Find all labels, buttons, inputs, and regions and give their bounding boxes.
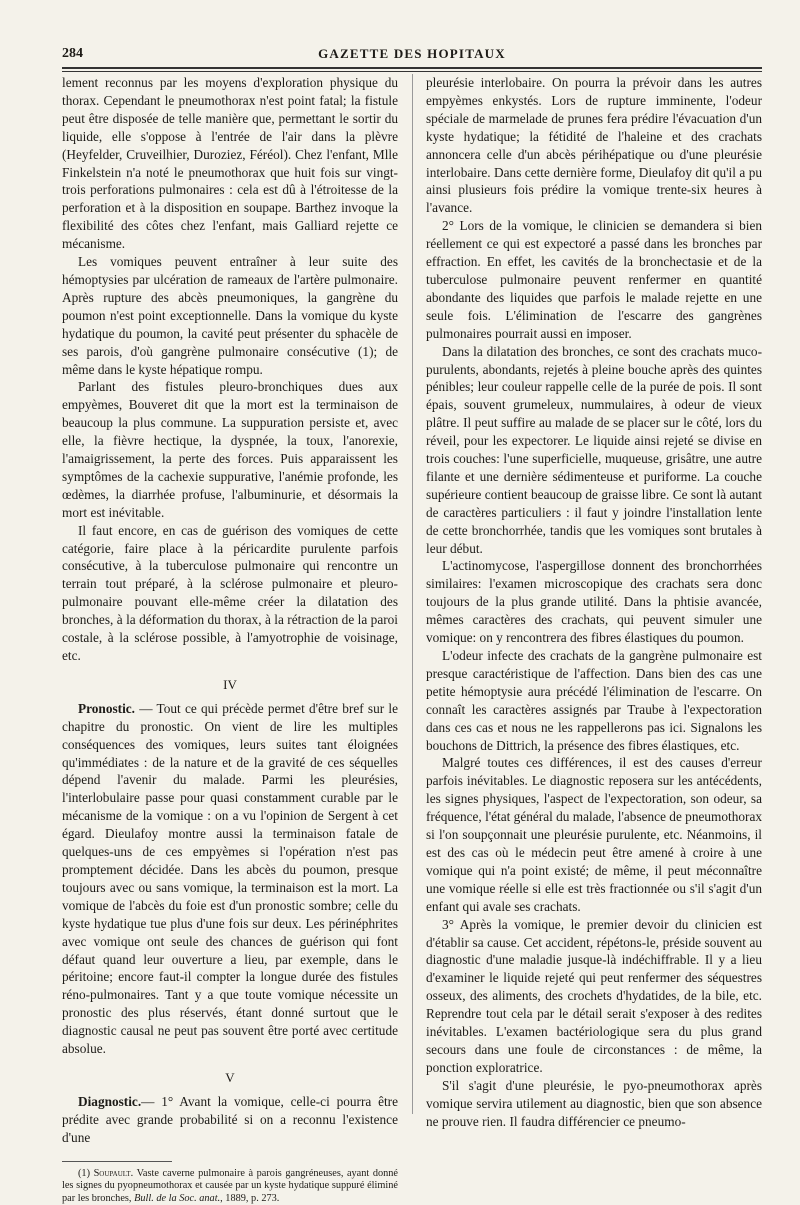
section-number-iv: IV	[223, 676, 237, 692]
footnote-text: Vaste caverne pulmonaire à parois gangréneuses, ayant donné les signes du pyopneumothorax et causée par un kyste hydatique suppuré éliminé par les bronches,	[62, 1167, 398, 1204]
prognostic-paragraph	[62, 700, 398, 1058]
right-column	[426, 74, 762, 1130]
paragraph: Dans la dilatation des bronches, ce sont des crachats muco-purulents, abondants, rejetés à pleine bouche après des quintes pénibles; leur couleur rappelle celle de la purée de pois. Il sont épais, souvent grumeleux, nummulaires, à odeur de vieux plâtre. Il peut suffire au malade de se placer sur le côté, lors du réveil, pour les expectorer. Le liquide ainsi rejeté se divise en trois couches: l'une superficielle, muqueuse, grisâtre, une autre filante et une dernière sédimenteuse et puriforme. La couche supérieure contient beaucoup de graisse libre. Ce sont là autant de caractères particuliers : il faut y joindre l'installation lente de cette bronchorrhée, tandis que les vomiques sont brutales à leur début.	[426, 343, 762, 556]
paragraph: pleurésie interlobaire. On pourra la prévoir dans les autres empyèmes enkystés. Lors de rupture imminente, l'odeur spéciale de marmelade de prunes fera prédire l'évacuation d'un kyste hydatique; la fétidité de l'haleine et des crachats annoncera celle d'un abcès périhépatique ou d'une pleurésie interlobaire. Dans cette dernière forme, Dieulafoy dit qu'il a pu ainsi plusieurs fois prédire la vomique trente-six heures à l'avance.	[426, 75, 762, 216]
footnote-end: , 1889, p. 273.	[220, 1192, 280, 1204]
paragraph: S'il s'agit d'une pleurésie, le pyo-pneumothorax après vomique servira utilement au diagnostic, bien que son absence ne prouve rien. Il faudra différencier ce pneumo-	[426, 1077, 762, 1129]
prognostic-heading: Pronostic.	[78, 700, 135, 716]
footnote-marker: (1)	[78, 1167, 91, 1179]
paragraph: Les vomiques peuvent entraîner à leur suite des hémoptysies par ulcération de rameaux de l'artère pulmonaire. Après rupture des abcès pneumoniques, la gangrène du poumon n'est point exceptionnelle. Dans la vomique du kyste hydatique du poumon, la cavité peut présenter du sphacèle de ses parois, d'où gangrène pulmonaire consécutive (1); de même dans le kyste hépatique rompu.	[62, 254, 398, 377]
footnote	[62, 1168, 398, 1205]
page-header	[62, 44, 762, 66]
paragraph: L'odeur infecte des crachats de la gangrène pulmonaire est presque caractéristique de l'affection. Dans bien des cas une petite hémoptysie aura précédé l'élimination de l'escarre. On connaît les caractères assignés par Traube à l'expectoration dans ces cas et nous ne les rappellerons pas ici. Signalons les bouchons de Dittrich, la présence des fibres élastiques, etc.	[426, 648, 762, 753]
header-rule-top	[62, 67, 762, 69]
left-column	[62, 74, 398, 1205]
diagnostic-heading: Diagnostic.	[78, 1093, 142, 1109]
paragraph: Malgré toutes ces différences, il est des causes d'erreur parfois inévitables. Le diagnostic reposera sur les antécédents, les signes physiques, l'aspect de l'expectoration, son odeur, sa fréquence, l'état général du malade, l'absence de pneumothorax si l'on soupçonnait une pleurésie purulente, etc. Néanmoins, il est des cas où le médecin peut être amené à croire à une vomique qui n'a point existé; de même, il peut méconnaître une vomique réelle si elle est très fractionnée ou s'il s'agit d'un enfant qui avale ses crachats.	[426, 755, 762, 914]
section-number-v: V	[225, 1069, 235, 1085]
paragraph: lement reconnus par les moyens d'exploration physique du thorax. Cependant le pneumothorax n'est point fatal; la fistule peut être disposée de telle manière que, permettant le sortir du liquide, elle s'oppose à l'entrée de l'air dans la plèvre (Heyfelder, Cruveilhier, Duroziez, Féréol). Chez l'enfant, Mlle Finkelstein n'a noté le pneumothorax que huit fois sur vingt-trois perforations pulmonaires : cela est dû à l'étroitesse de la perforation et à la disposition en soupape. Barthez invoque la flexibilité des côtes chez l'enfant, mais Galliard rejette ce mécanisme.	[62, 75, 398, 252]
footnote-source: Bull. de la Soc. anat.	[134, 1192, 221, 1204]
prognostic-text: — Tout ce qui précède permet d'être bref sur le chapitre du pronostic. On vient de lire les multiples conséquences des vomiques, leurs suites tant éloignées qu'immédiates : de la nature et de la gravité de ces séquelles dépend l'avenir du malade. Parmi les pleurésies, l'interlobulaire passe pour quasi constamment curable par le mécanisme de la vomique : on a vu l'opinion de Sergent à cet égard. Dieulafoy montre aussi la terminaison fatale de quelques-uns de ces empyèmes si l'opération n'est pas promptement décidée. Dans les abcès du poumon, presque toujours avec ou sans vomique, la terminaison est la mort. La vomique de l'abcès du foie est d'un pronostic sombre; celle du kyste hydatique tue plus d'une fois sur deux. Les périnéphrites avec vomique ont seule des chances de guérison qui font défaut quand leur ouverture a lieu, par exemple, dans le péritoine; encore faut-il compter la longue durée des fistules réno-pulmonaires. Tant y a que toute vomique nécessite un pronostic des plus réservés, étant donné surtout que le diagnostic causal ne peut pas souvent être porté avec certitude absolue.	[62, 700, 398, 1057]
paragraph: 3° Après la vomique, le premier devoir du clinicien est d'établir sa cause. Cet accident, répétons-le, préside souvent au diagnostic d'une maladie jusque-là indéchiffrable. Il y a lieu d'examiner le liquide rejeté qui peut renfermer des séquestres osseux, des aliments, des crochets d'hydatides, de la bile, etc. Reprendre tout cela par le détail serait s'exposer à des redites inévitables. L'examen bactériologique sera du plus grand secours dans une foule de circonstances : de même, la ponction exploratrice.	[426, 916, 762, 1075]
paragraph: 2° Lors de la vomique, le clinicien se demandera si bien réellement ce qui est expectoré a passé dans les bronches par effraction. En effet, les cavités de la bronchectasie et de la tuberculose pulmonaire peuvent renfermer en quantité abondante des liquides que parfois le malade rejette en une seule fois. L'élimination de l'escarre des gangrènes pulmonaires pourrait aussi en imposer.	[426, 218, 762, 341]
column-divider	[412, 74, 413, 1114]
paragraph: Parlant des fistules pleuro-bronchiques dues aux empyèmes, Bouveret dit que la mort est la terminaison de beaucoup la plus commune. La suppuration persiste et, avec elle, la fièvre hectique, la dyspnée, la toux, l'anorexie, l'amaigrissement, la perte des forces. Puis apparaissent les symptômes de la cachexie suppurative, l'anémie profonde, les œdèmes, la diarrhée profuse, l'albuminurie, et désormais la mort est inévitable.	[62, 379, 398, 520]
paragraph: L'actinomycose, l'aspergillose donnent des bronchorrhées similaires: l'examen microscopique des crachats sera donc toujours de la plus grande utilité. Dans la phtisie avancée, mêmes caractères des crachats, qui peuvent simuler une vomique: on y rencontrera des fibres élastiques du poumon.	[426, 558, 762, 646]
footnote-rule	[62, 1161, 172, 1162]
running-title: GAZETTE DES HOPITAUX	[318, 46, 506, 61]
footnote-author: Soupault.	[93, 1167, 134, 1179]
header-rule-bottom	[62, 71, 762, 72]
paragraph: Il faut encore, en cas de guérison des vomiques de cette catégorie, faire place à la péricardite purulente parfois consécutive, à la tuberculose pulmonaire qui rencontre un terrain tout préparé, à la sclérose pulmonaire et pleuro-pulmonaire pouvant elle-même créer la dilatation des bronches, à la déformation du thorax, à la rétraction de la paroi costale, à la sclérose possible, à l'amyotrophie de voisinage, etc.	[62, 522, 398, 663]
page-number: 284	[62, 46, 83, 61]
diagnostic-text: — 1° Avant la vomique, celle-ci pourra être prédite avec grande probabilité si on a reconnu l'existence d'une	[62, 1093, 398, 1145]
diagnostic-paragraph	[62, 1093, 398, 1147]
